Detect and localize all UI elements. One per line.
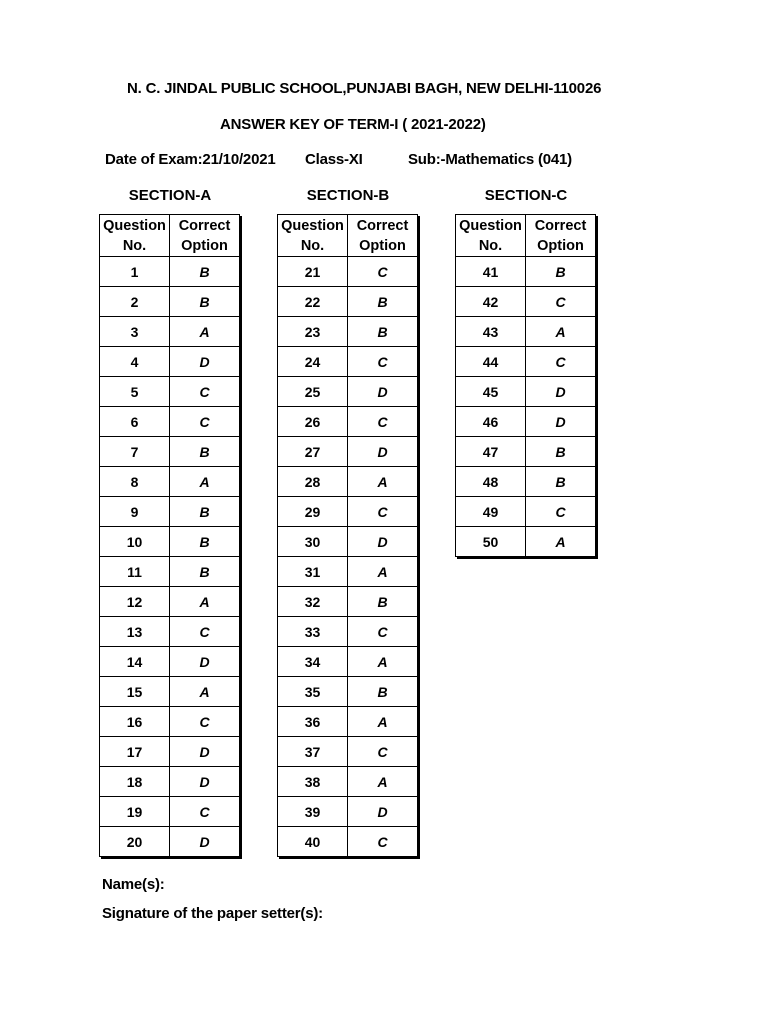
- question-number: 23: [278, 317, 348, 347]
- table-row: [278, 767, 418, 797]
- question-number: 8: [100, 467, 170, 497]
- table-row: [278, 437, 418, 467]
- section-a-title: SECTION-A: [128, 187, 212, 204]
- correct-option: A: [348, 467, 418, 497]
- header-line: No.: [122, 237, 147, 254]
- correct-option: D: [526, 407, 596, 437]
- header-line: Correct: [356, 217, 409, 234]
- table-row: [100, 317, 240, 347]
- correct-option: C: [526, 347, 596, 377]
- question-number: 45: [456, 377, 526, 407]
- table-row: [278, 287, 418, 317]
- correct-option: D: [170, 737, 240, 767]
- header-line: Question: [281, 217, 344, 234]
- names-label: Name(s):: [102, 876, 165, 893]
- correct-option: B: [170, 257, 240, 287]
- question-number: 48: [456, 467, 526, 497]
- question-number: 19: [100, 797, 170, 827]
- table-row: [456, 407, 596, 437]
- header-line: Correct: [178, 217, 231, 234]
- exam-date: Date of Exam:21/10/2021: [105, 151, 276, 168]
- table-row: [456, 467, 596, 497]
- subject-label: Sub:-Mathematics (041): [408, 151, 572, 168]
- question-number: 16: [100, 707, 170, 737]
- correct-option: A: [170, 587, 240, 617]
- header-line: Question: [459, 217, 522, 234]
- question-number: 6: [100, 407, 170, 437]
- school-name: N. C. JINDAL PUBLIC SCHOOL,PUNJABI BAGH, NEW DELHI-110026: [127, 80, 602, 97]
- question-number: 32: [278, 587, 348, 617]
- table-row: [100, 287, 240, 317]
- question-number: 4: [100, 347, 170, 377]
- correct-option: D: [170, 647, 240, 677]
- question-number: 47: [456, 437, 526, 467]
- question-number: 15: [100, 677, 170, 707]
- question-number: 40: [278, 827, 348, 857]
- question-number: 18: [100, 767, 170, 797]
- header-line: Option: [359, 237, 406, 254]
- question-number: 30: [278, 527, 348, 557]
- correct-option: B: [348, 587, 418, 617]
- question-number: 3: [100, 317, 170, 347]
- correct-option: B: [526, 437, 596, 467]
- question-number: 27: [278, 437, 348, 467]
- table-row: [278, 557, 418, 587]
- question-number: 11: [100, 557, 170, 587]
- correct-option: A: [526, 317, 596, 347]
- table-row: [278, 707, 418, 737]
- signature-label: Signature of the paper setter(s):: [102, 905, 323, 922]
- question-number: 35: [278, 677, 348, 707]
- table-row: [278, 587, 418, 617]
- table-row: [100, 257, 240, 287]
- section-c-title: SECTION-C: [484, 187, 568, 204]
- correct-option: A: [348, 557, 418, 587]
- question-number: 38: [278, 767, 348, 797]
- correct-option: C: [526, 497, 596, 527]
- question-number: 9: [100, 497, 170, 527]
- question-number: 29: [278, 497, 348, 527]
- question-number: 41: [456, 257, 526, 287]
- correct-option: C: [170, 617, 240, 647]
- table-row: [456, 347, 596, 377]
- correct-option: D: [348, 797, 418, 827]
- table-row: [100, 797, 240, 827]
- section-a-table: [99, 214, 240, 857]
- correct-option: B: [170, 497, 240, 527]
- table-row: [100, 527, 240, 557]
- table-row: [100, 587, 240, 617]
- correct-option: D: [348, 437, 418, 467]
- correct-option: B: [348, 287, 418, 317]
- header-line: Question: [103, 217, 166, 234]
- header-line: Option: [181, 237, 228, 254]
- correct-option: C: [348, 407, 418, 437]
- correct-option: C: [170, 797, 240, 827]
- table-row: [100, 497, 240, 527]
- correct-option: D: [170, 827, 240, 857]
- correct-option: B: [170, 437, 240, 467]
- document-title: ANSWER KEY OF TERM-I ( 2021-2022): [220, 116, 486, 133]
- question-number: 1: [100, 257, 170, 287]
- question-number: 44: [456, 347, 526, 377]
- table-row: [278, 347, 418, 377]
- header-line: Correct: [534, 217, 587, 234]
- table-row: [278, 317, 418, 347]
- table-row: [100, 767, 240, 797]
- table-row: [456, 527, 596, 557]
- correct-option: B: [526, 257, 596, 287]
- question-number: 33: [278, 617, 348, 647]
- question-number: 21: [278, 257, 348, 287]
- question-number: 7: [100, 437, 170, 467]
- correct-option: C: [348, 497, 418, 527]
- correct-option: D: [348, 377, 418, 407]
- question-number: 34: [278, 647, 348, 677]
- question-number: 5: [100, 377, 170, 407]
- question-number: 26: [278, 407, 348, 437]
- table-row: [278, 467, 418, 497]
- question-no-header: [456, 215, 526, 257]
- correct-option: D: [170, 347, 240, 377]
- correct-option: B: [348, 677, 418, 707]
- correct-option: A: [526, 527, 596, 557]
- table-row: [278, 737, 418, 767]
- question-number: 17: [100, 737, 170, 767]
- table-row: [278, 527, 418, 557]
- question-number: 43: [456, 317, 526, 347]
- correct-option: A: [348, 767, 418, 797]
- table-row: [278, 377, 418, 407]
- question-number: 25: [278, 377, 348, 407]
- correct-option: B: [170, 527, 240, 557]
- correct-option: B: [526, 467, 596, 497]
- table-row: [100, 347, 240, 377]
- question-number: 39: [278, 797, 348, 827]
- question-number: 36: [278, 707, 348, 737]
- correct-option: A: [348, 707, 418, 737]
- table-row: [278, 407, 418, 437]
- question-number: 46: [456, 407, 526, 437]
- class-label: Class-XI: [305, 151, 363, 168]
- correct-option: C: [348, 617, 418, 647]
- table-row: [100, 437, 240, 467]
- table-row: [278, 647, 418, 677]
- question-number: 20: [100, 827, 170, 857]
- question-no-header: [278, 215, 348, 257]
- correct-option: D: [526, 377, 596, 407]
- table-row: [456, 497, 596, 527]
- correct-option: A: [170, 467, 240, 497]
- correct-option: A: [170, 317, 240, 347]
- correct-option: C: [170, 407, 240, 437]
- correct-option: B: [170, 557, 240, 587]
- question-number: 28: [278, 467, 348, 497]
- correct-option: C: [348, 257, 418, 287]
- question-number: 42: [456, 287, 526, 317]
- correct-option: C: [526, 287, 596, 317]
- correct-option: B: [170, 287, 240, 317]
- header-line: Option: [537, 237, 584, 254]
- correct-option: D: [170, 767, 240, 797]
- correct-option-header: [348, 215, 418, 257]
- question-number: 50: [456, 527, 526, 557]
- correct-option: C: [170, 377, 240, 407]
- section-b-title: SECTION-B: [306, 187, 390, 204]
- table-row: [456, 317, 596, 347]
- question-number: 12: [100, 587, 170, 617]
- correct-option: A: [348, 647, 418, 677]
- table-row: [456, 377, 596, 407]
- correct-option: C: [348, 737, 418, 767]
- table-row: [100, 467, 240, 497]
- question-number: 2: [100, 287, 170, 317]
- table-row: [100, 617, 240, 647]
- question-number: 31: [278, 557, 348, 587]
- table-row: [100, 827, 240, 857]
- table-row: [278, 827, 418, 857]
- header-line: No.: [300, 237, 325, 254]
- table-row: [456, 287, 596, 317]
- question-number: 13: [100, 617, 170, 647]
- correct-option: A: [170, 677, 240, 707]
- correct-option: C: [348, 347, 418, 377]
- table-row: [100, 737, 240, 767]
- question-number: 24: [278, 347, 348, 377]
- table-row: [456, 437, 596, 467]
- question-number: 22: [278, 287, 348, 317]
- correct-option: C: [348, 827, 418, 857]
- section-b-table: [277, 214, 418, 857]
- correct-option: B: [348, 317, 418, 347]
- question-number: 49: [456, 497, 526, 527]
- table-row: [100, 407, 240, 437]
- question-number: 37: [278, 737, 348, 767]
- table-row: [278, 497, 418, 527]
- table-row: [278, 257, 418, 287]
- question-no-header: [100, 215, 170, 257]
- table-row: [100, 557, 240, 587]
- correct-option-header: [170, 215, 240, 257]
- table-row: [100, 647, 240, 677]
- table-row: [100, 707, 240, 737]
- table-row: [278, 797, 418, 827]
- table-row: [278, 617, 418, 647]
- section-c-table: [455, 214, 596, 557]
- correct-option-header: [526, 215, 596, 257]
- table-row: [456, 257, 596, 287]
- question-number: 10: [100, 527, 170, 557]
- correct-option: D: [348, 527, 418, 557]
- table-row: [100, 677, 240, 707]
- correct-option: C: [170, 707, 240, 737]
- table-row: [100, 377, 240, 407]
- question-number: 14: [100, 647, 170, 677]
- table-row: [278, 677, 418, 707]
- header-line: No.: [478, 237, 503, 254]
